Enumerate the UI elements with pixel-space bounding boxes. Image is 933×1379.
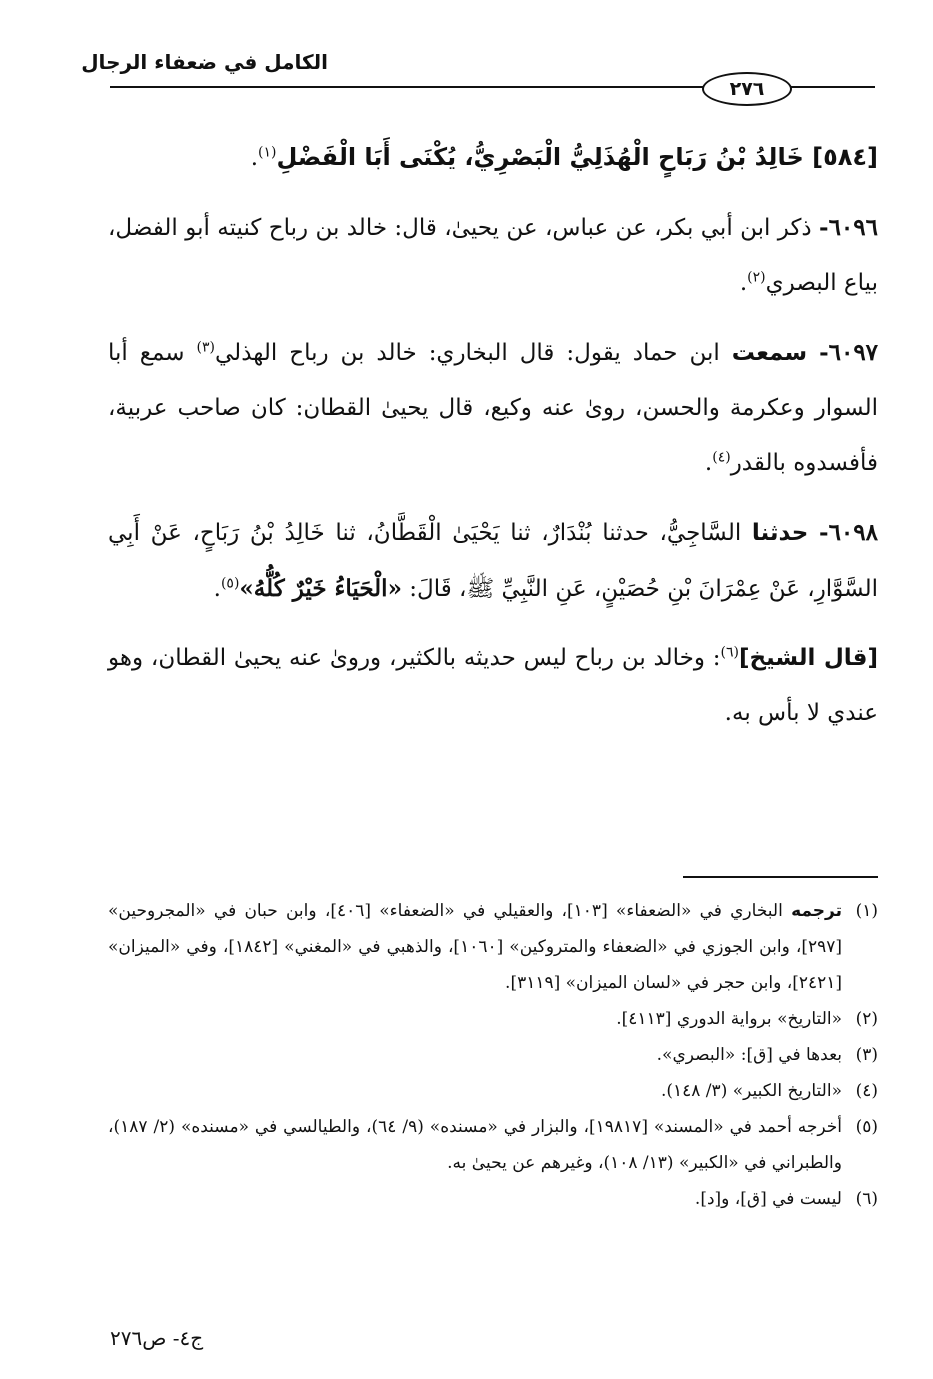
footnote-ref-1: (١): [258, 144, 277, 161]
footnote-body: بعدها في [ق]: «البصري».: [656, 1045, 842, 1065]
page-number-badge: [702, 72, 792, 106]
footnote-body: البخاري في «الضعفاء» [١٠٣]، والعقيلي في «الضعفاء» [٤٠٦]، وابن حبان في «المجروحين» [٢٩٧]، وابن الجوزي في «الضعفاء والمتروكين» [١٠٦٠]، والذهبي في «المغني» [١٨٤٢]، وفي «الميزان» [٢٤٢١]، وابن حجر في «لسان الميزان» [٣١١٩].: [108, 901, 843, 993]
narration-text: ذكر ابن أبي بكر، عن عباس، عن يحيىٰ، قال: خالد بن رباح كنيته أبو الفضل، بياع البصري: [108, 215, 878, 296]
footnote-number: (٤): [855, 1081, 878, 1101]
narration-keyword: حدثنا: [751, 520, 809, 546]
footnote-number: (٢): [855, 1009, 878, 1029]
footnote-item: [108, 1181, 878, 1217]
narration-keyword: سمعت: [731, 340, 808, 366]
main-text: [108, 130, 878, 755]
footnote-ref-3: (٣): [196, 339, 216, 356]
shaykh-label: [قال الشيخ]: [738, 645, 878, 671]
narration-end: .: [704, 450, 713, 476]
footnote-rule: [683, 876, 878, 878]
running-head-title: الكامل في ضعفاء الرجال: [81, 50, 328, 74]
footnote-body: «التاريخ الكبير» (٣/ ١٤٨).: [660, 1081, 842, 1101]
narration-end: .: [739, 270, 748, 296]
narration-text-continued: سمع أبا السوار وعكرمة والحسن، روىٰ عنه وكيع، قال يحيىٰ القطان: كان صاحب عربية، فأفسدوه بالقدر: [108, 340, 878, 476]
narration-text: السَّاجِيُّ، حدثنا بُنْدَارٌ، ثنا يَحْيَىٰ الْقَطَّانُ، ثنا خَالِدُ بْنُ رَبَاحٍ، عَنْ أَبِي السَّوَّارِ، عَنْ عِمْرَانَ بْنِ حُصَيْنٍ، عَنِ النَّبِيِّ ﷺ، قَالَ:: [108, 520, 878, 602]
narration-text: ابن حماد يقول: قال البخاري: خالد بن رباح الهذلي: [215, 340, 720, 366]
footnote-number: (٦): [855, 1189, 878, 1209]
footnote-item: [108, 1001, 878, 1037]
footnote-body: أخرجه أحمد في «المسند» [١٩٨١٧]، والبزار في «مسنده» (٩/ ٦٤)، والطيالسي في «مسنده» (٢/ ١٨٧)، والطبراني في «الكبير» (١٣/ ١٠٨)، وغيرهم عن يحيىٰ به.: [108, 1117, 843, 1173]
footnote-item: [108, 1073, 878, 1109]
narration-number: ٦٠٩٨-: [819, 519, 878, 546]
entry-heading: [108, 130, 878, 186]
footnote-item: [108, 1109, 878, 1181]
footnote-number: (٥): [855, 1117, 878, 1137]
footnote-ref-5: (٥): [220, 575, 240, 592]
footnote-ref-2: (٢): [747, 269, 766, 286]
narration-number: ٦٠٩٧-: [819, 339, 879, 366]
entry-title-end: .: [250, 145, 259, 171]
footnote-number: (١): [855, 901, 878, 921]
page-number: ٢٧٦: [729, 78, 765, 100]
footnote-body: ليست في [ق]، و[د].: [694, 1189, 842, 1209]
paragraph-6097: [108, 325, 878, 491]
footnote-item: [108, 893, 878, 1001]
volume-page-reference: ج٤- ص٢٧٦: [110, 1326, 204, 1350]
footnote-item: [108, 1037, 878, 1073]
footnote-lead: ترجمه: [791, 901, 843, 921]
footnote-ref-6: (٦): [720, 644, 739, 661]
shaykh-text: : وخالد بن رباح ليس حديثه بالكثير، وروىٰ عنه يحيىٰ القطان، وهو عندي لا بأس به.: [108, 645, 878, 726]
paragraph-6098: [108, 505, 878, 617]
hadith-quote: «الْحَيَاءُ خَيْرٌ كُلُّهُ»: [239, 575, 402, 602]
narration-number: ٦٠٩٦-: [819, 214, 878, 241]
footnote-number: (٣): [855, 1045, 878, 1065]
paragraph-shaykh: [108, 631, 878, 741]
entry-title: [٥٨٤] خَالِدُ بْنُ رَبَاحٍ الْهُذَلِيُّ الْبَصْرِيُّ، يُكْنَى أَبَا الْفَضْلِ: [276, 143, 878, 171]
narration-end: .: [213, 576, 221, 602]
footnote-ref-4: (٤): [712, 449, 731, 466]
footnote-body: «التاريخ» برواية الدوري [٤١١٣].: [616, 1009, 842, 1029]
paragraph-6096: [108, 200, 878, 311]
footnote-text: [108, 893, 842, 1001]
footnotes: [108, 893, 878, 1217]
